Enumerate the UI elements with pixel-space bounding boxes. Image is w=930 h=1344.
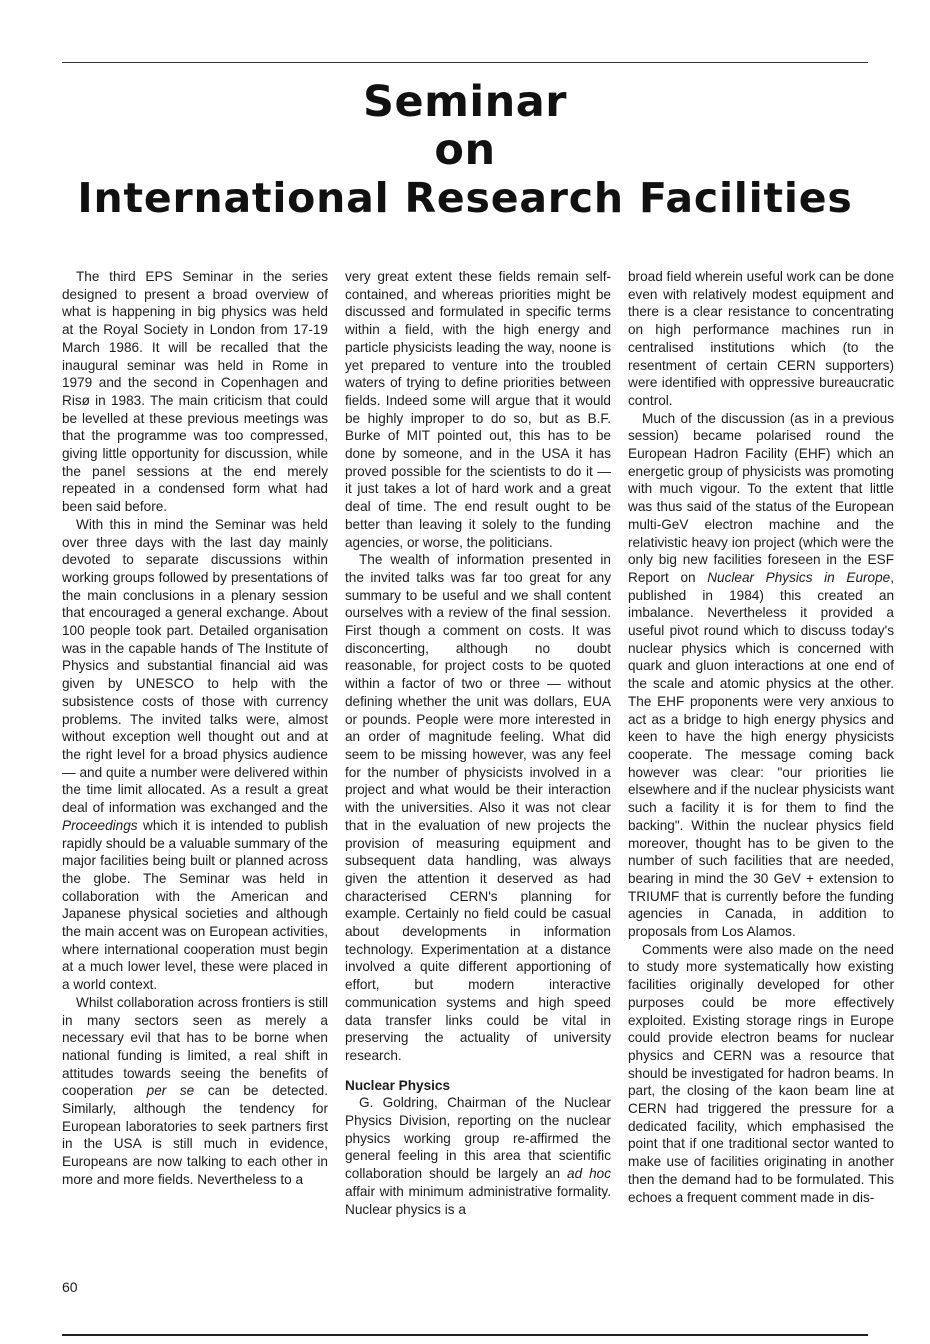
paragraph: Much of the discussion (as in a previous session) became polarised round the European Hadron Facility (EHF) which an energetic group of physicists was promoting with much vigour. To the extent that little was thus said of the status of the European multi-GeV electron machine and the relativistic heavy ion project (which were the only big new facilities foreseen in the ESF Report on Nuclear Physics in Europe, published in 1984) this created an imbalance. Nevertheless it provided a useful pivot round which to discuss today's nuclear physics which is concerned with quark and gluon interactions at one end of the scale and atomic physics at the other. The EHF proponents were very anxious to act as a bridge to high energy physics and keen to have the high energy physicists cooperate. The message coming back however was clear: "our priorities lie elsewhere and if the nuclear physicists want such a facility it is for them to find the backing". Within the nuclear physics field moreover, thought has to be given to the number of such facilities that are needed, bearing in mind the 30 GeV + extension to TRIUMF that is currently before the funding agencies in Canada, in addition to proposals from Los Alamos. — [628, 410, 894, 940]
paragraph: Comments were also made on the need to study more systematically how existing facilities originally developed for other purposes could be more effectively exploited. Existing storage rings in Europe could provide electron beams for nuclear physics and CERN was a resource that should be investigated for hadron beams. In part, the closing of the kaon beam line at CERN had triggered the pressure for a dedicated facility, which emphasised the point that if one traditional sector wanted to make use of facilities originating in another then the demand had to be formulated. This echoes a frequent comment made in dis- — [628, 941, 894, 1205]
paragraph: very great extent these fields remain self-contained, and whereas priorities might be discussed and formulated in specific terms within a field, with the high energy and particle physicists leading the way, noone is yet prepared to venture into the troubled waters of trying to define priorities between fields. Indeed some will argue that it would be highly improper to do so, but as B.F. Burke of MIT pointed out, this has to be done by someone, and in the USA it has proved possible for the scientists to do it — it just takes a lot of hard work and a great deal of time. The end result ought to be better than leaving it solely to the funding agencies, or worse, the politicians. — [345, 269, 611, 550]
page-number: 60 — [62, 1279, 78, 1295]
paragraph: With this in mind the Seminar was held over three days with the last day mainly devoted to separate discussions within working groups followed by presentations of the main conclusions in a plenary session that encouraged a general exchange. About 100 people took part. Detailed organisation was in the capable hands of The Institute of Physics and substantial financial aid was given by UNESCO to help with the subsistence costs of those with currency problems. The invited talks were, almost without exception well thought out and at the right level for a broad physics audience — and quite a number were delivered within the time limit allocated. As a result a great deal of information was exchanged and the Proceedings which it is intended to publish rapidly should be a valuable summary of the major facilities being built or planned across the globe. The Seminar was held in collaboration with the American and Japanese physical societies and although the main accent was on European activities, where international cooperation must begin at a much lower level, these were placed in a world context. — [62, 516, 329, 993]
paragraph: broad field wherein useful work can be done even with relatively modest equipment and there is a clear resistance to concentrating on high performance machines run in centralised institutions which (to the resentment of certain CERN supporters) were identified with oppressive bureaucratic control. — [628, 269, 895, 408]
paragraph: Whilst collaboration across frontiers is still in many sectors seen as merely a necessary evil that has to be borne when national funding is limited, a real shift in attitudes towards seeing the benefits of cooperation per se can be detected. Similarly, although the tendency for European laboratories to seek partners first in the USA is still much in evidence, Europeans are now talking to each other in more and more fields. Nevertheless to a — [62, 994, 328, 1187]
title-line-2: on — [434, 125, 496, 175]
article-title — [60, 78, 870, 222]
emphasis: ad hoc — [567, 1166, 611, 1182]
emphasis: Proceedings — [62, 817, 138, 833]
article-body — [62, 268, 894, 1288]
column-2 — [345, 268, 611, 1288]
section-heading: Nuclear Physics — [345, 1077, 451, 1093]
paragraph: The wealth of information presented in the invited talks was far too great for any summary to be useful and we shall content ourselves with a review of the final session. First though a comment on costs. It was disconcerting, although no doubt reasonable, for project costs to be quoted within a factor of two or three — without defining whether the unit was dollars, EUA or pounds. People were more interested in an order of magnitude feeling. What did seem to be missing however, was any feel for the number of physicists involved in a project and what would be their interaction with the universities. Also it was not clear that in the evaluation of new projects the provision of measuring equipment and subsequent data handling, was always given the attention it deserved as had characterised CERN's planning for example. Certainly no field could be casual about developments in information technology. Experimentation at a distance involved a quite different apportioning of effort, but modern interactive communication systems and high speed data transfer links could be vital in preserving the actuality of university research. — [345, 552, 611, 1063]
title-line-1: Seminar — [362, 77, 567, 127]
title-line-3: International Research Facilities — [77, 174, 853, 222]
emphasis: Nuclear Physics in Europe — [707, 569, 891, 585]
paragraph: The third EPS Seminar in the series designed to present a broad overview of what is happening in big physics was held at the Royal Society in London from 17-19 March 1986. It will be recalled that the inaugural seminar was held in Rome in 1979 and the second in Copenhagen and Risø in 1983. The main criticism that could be levelled at these previous meetings was that the programme was too compressed, giving little opportunity for discussion, while the panel sessions at the end merely repeated in a condensed form what had been said before. — [62, 269, 328, 515]
bottom-rule — [62, 1334, 868, 1336]
top-rule — [62, 62, 868, 63]
column-3 — [628, 268, 894, 1288]
paragraph: G. Goldring, Chairman of the Nuclear Physics Division, reporting on the nuclear physics working group re-affirmed the general feeling in this area that scientific collaboration should be largely an ad hoc affair with minimum administrative formality. Nuclear physics is a — [345, 1095, 611, 1217]
emphasis: per se — [146, 1083, 195, 1099]
column-1 — [62, 268, 328, 1288]
